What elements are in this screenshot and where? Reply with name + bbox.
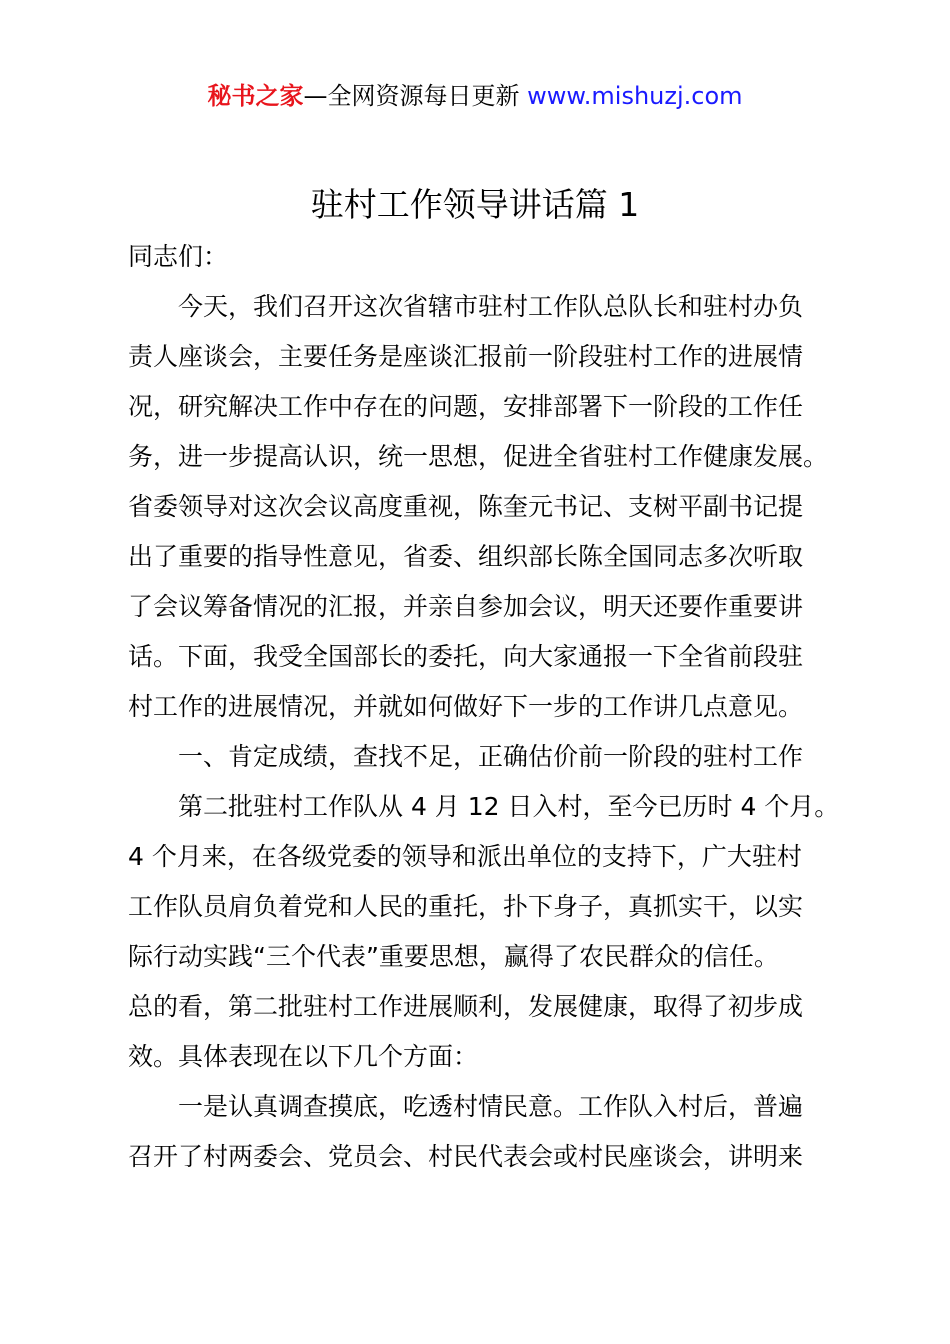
paragraph-line: 4 个月来，在各级党委的领导和派出单位的支持下，广大驻村 xyxy=(128,842,802,871)
site-brand: 秘书之家 xyxy=(207,82,304,110)
paragraph-line: 责人座谈会，主要任务是座谈汇报前一阶段驻村工作的进展情 xyxy=(128,342,804,371)
paragraph-line: 村工作的进展情况，并就如何做好下一步的工作讲几点意见。 xyxy=(128,692,804,721)
paragraph-line: 工作队员肩负着党和人民的重托，扑下身子，真抓实干，以实 xyxy=(128,892,804,921)
site-url-link[interactable]: www.mishuzj.com xyxy=(527,82,743,110)
salutation-line: 同志们： xyxy=(128,242,229,271)
document-title: 驻村工作领导讲话篇 1 xyxy=(310,185,640,224)
document-body xyxy=(128,232,838,1182)
section-heading: 一、肯定成绩，查找不足，正确估价前一阶段的驻村工作 xyxy=(178,742,804,771)
paragraph-line: 出了重要的指导性意见，省委、组织部长陈全国同志多次听取 xyxy=(128,542,804,571)
paragraph-line: 省委领导对这次会议高度重视，陈奎元书记、支树平副书记提 xyxy=(128,492,804,521)
paragraph-line: 效。具体表现在以下几个方面： xyxy=(128,1042,479,1071)
paragraph-line: 际行动实践“三个代表”重要思想，赢得了农民群众的信任。 xyxy=(128,942,779,971)
paragraph-line: 今天，我们召开这次省辖市驻村工作队总队长和驻村办负 xyxy=(178,292,804,321)
paragraph-line: 召开了村两委会、党员会、村民代表会或村民座谈会，讲明来 xyxy=(128,1142,804,1171)
paragraph-line: 况，研究解决工作中存在的问题，安排部署下一阶段的工作任 xyxy=(128,392,804,421)
paragraph-line: 第二批驻村工作队从 4 月 12 日入村，至今已历时 4 个月。 xyxy=(178,792,840,821)
paragraph-line: 务，进一步提高认识，统一思想，促进全省驻村工作健康发展。 xyxy=(128,442,829,471)
paragraph-line: 了会议筹备情况的汇报，并亲自参加会议，明天还要作重要讲 xyxy=(128,592,804,621)
site-header xyxy=(0,78,950,114)
paragraph-line: 话。下面，我受全国部长的委托，向大家通报一下全省前段驻 xyxy=(128,642,804,671)
paragraph-line: 一是认真调查摸底，吃透村情民意。工作队入村后，普遍 xyxy=(178,1092,804,1121)
site-tagline: —全网资源每日更新 xyxy=(303,82,528,110)
paragraph-line: 总的看，第二批驻村工作进展顺利，发展健康，取得了初步成 xyxy=(128,992,804,1021)
